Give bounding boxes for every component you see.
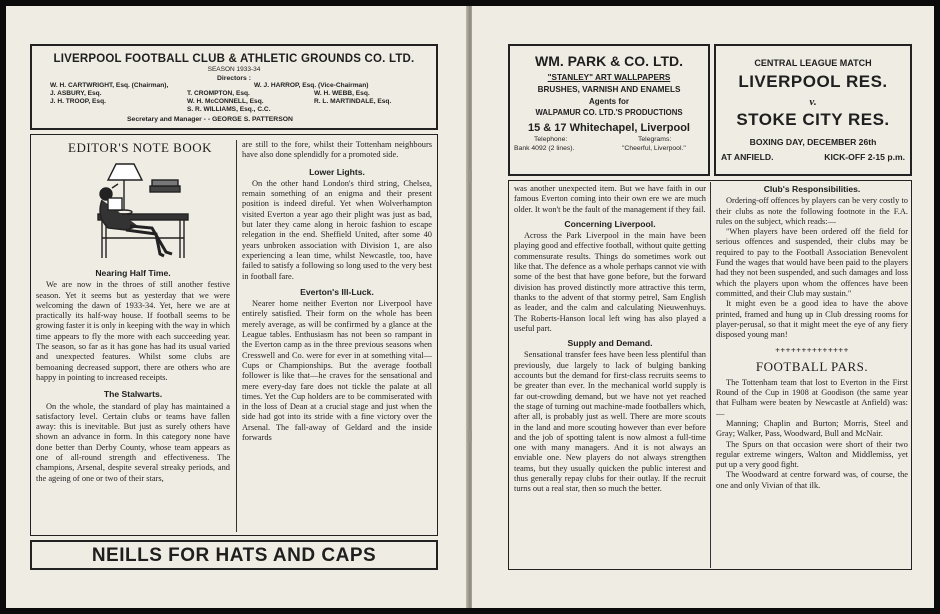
heading-evertons-ill-luck: Everton's Ill-Luck. xyxy=(300,286,374,297)
heading-supply-and-demand: Supply and Demand. xyxy=(567,338,653,349)
paragraph-tottenham-team: The Tottenham team that lost to Everton in the First Round of the Cup in 1908 at Goodison (the same year that Fulham were beaten by Newcastle at Anfield) was:— xyxy=(716,377,908,418)
director-7: W. H. McCONNELL, Esq. xyxy=(187,98,264,105)
paragraph-the-stalwarts: On the whole, the standard of play has maintained a satisfactory level. Certain clubs or teams have fallen away: this is inevitable. But just as surely others have shown an advance in form. In this category none have done better than Derby County, whose team appears as one of all-round strength and effectiveness. The champions, Arsenal, despite several streaky periods, and the ageing of one or two of their stars, xyxy=(36,401,230,483)
man-reading-in-chair-illustration xyxy=(86,158,196,266)
right-column-2 xyxy=(716,184,908,566)
telegram-value: "Cheerful, Liverpool." xyxy=(622,145,686,152)
right-column-1 xyxy=(514,184,706,566)
match-vs: v. xyxy=(809,96,817,108)
neills-ad-box xyxy=(30,540,438,570)
match-venue: AT ANFIELD. xyxy=(721,152,774,162)
director-5: W. H. WEBB, Esq. xyxy=(314,90,370,97)
director-2: W. J. HARROP, Esq. (Vice-Chairman) xyxy=(254,82,369,89)
heading-lower-lights: Lower Lights. xyxy=(309,166,365,177)
paragraph-spurs-wingers: The Spurs on that occasion were short of their two regular extreme wingers, Walton and Middlemiss, yet put up a very good fight. xyxy=(716,439,908,470)
wm-park-ad-box xyxy=(508,44,710,176)
editors-column-1 xyxy=(36,268,230,534)
park-contacts xyxy=(510,134,708,156)
paragraph-continued: are still to the fore, whilst their Tottenham neighbours have also done splendidly for a promoted side. xyxy=(242,140,432,160)
match-venue-row xyxy=(716,152,910,162)
match-date: BOXING DAY, DECEMBER 26th xyxy=(749,137,877,147)
paragraph-framed-idea: It might even be a good idea to have the above printed, framed and hung up in Club dressing rooms for player-perusal, so that it might meet the eye of any fiery disposed young man! xyxy=(716,299,908,340)
match-league: CENTRAL LEAGUE MATCH xyxy=(754,58,872,68)
park-name: WM. PARK & CO. LTD. xyxy=(534,53,684,69)
right-column-divider xyxy=(710,182,711,568)
telephone-label: Telephone: xyxy=(534,136,568,143)
paragraph-nearing-half-time: We are now in the throes of still another festive season. Yet it seems but as yesterday that we were welcoming the dawn of 1933-34. Yet, here we are at practically its half-way house. If football seems to be growing faster it is only in keeping with the way in which time appears to fly the more with each succeeding year. The season, so far as it has gone has had its usual varied and unexpected features. Whilst some clubs are bemoaning decreased support, there are others who are happy in pointing to increased receipts. xyxy=(36,280,230,382)
director-1: W. H. CARTWRIGHT, Esq. (Chairman), xyxy=(50,82,169,89)
paragraph-ordering-off: Ordering-off offences by players can be very costly to their clubs as note the following footnote in the F.A. rules on the subject, which reads:— xyxy=(716,196,908,226)
telegram-label: Telegrams: xyxy=(638,136,672,143)
heading-concerning-liverpool: Concerning Liverpool. xyxy=(564,218,656,229)
heading-clubs-responsibilities: Club's Responsibilities. xyxy=(763,184,861,194)
director-3: J. ASBURY, Esq. xyxy=(50,90,102,97)
paragraph-evertons-ill-luck: Nearer home neither Everton nor Liverpool have entirely satisfied. Their form on the whole has been merely average, as will be confirmed by a glance at the League tables. Enthusiasm has not been so rampant in the Everton camp as in the three previous seasons when Cresswell and Co. were for ever in at something vital—Cups or Championships. But the average football follower is like that—he craves for the sensational and mere every-day fare does not tickle the palate at all times. Yet the Cup holders are to be commiserated with in the loss of Dean at a crucial stage and just when the side had got into its stride with a fine victory over the Arsenal. The fall-away of Geldard and the inside forwards xyxy=(242,299,432,443)
directors-label: Directors : xyxy=(217,75,251,82)
paragraph-lower-lights: On the other hand London's third string, Chelsea, remain something of an enigma and their present position is indeed direful. Yet when Wolverhampton visited Everton a year ago their plight was just as bad, but later they came along in heroic fashion to escape relegation in the end. Sheffield United, after some 40 years unbroken association with Division 1, are also experiencing a lean time, whilst Newcastle, too, have failed to satisfy a following so long used to the very best in football fare. xyxy=(242,178,432,281)
park-walpamur: WALPAMUR CO. LTD.'S PRODUCTIONS xyxy=(535,108,683,117)
match-box xyxy=(714,44,912,176)
heading-nearing-half-time: Nearing Half Time. xyxy=(95,268,171,278)
paragraph-fa-rule-quote: "When players have been ordered off the field for serious offences and suspended, their clubs may be required to pay to the Football Association Benevolent Fund the wages that would have been paid to the players had they not been suspended, and such damages and loss which the players upon whom the offences have been committed, and their Club may sustain." xyxy=(716,227,908,298)
section-divider: ++++++++++++++ xyxy=(775,346,849,356)
park-line-wallpapers: "STANLEY" ART WALLPAPERS xyxy=(547,73,671,82)
neills-ad-text: NEILLS FOR HATS AND CAPS xyxy=(91,545,377,566)
park-line-brushes: BRUSHES, VARNISH AND ENAMELS xyxy=(537,85,681,94)
director-6: J. H. TROOP, Esq. xyxy=(50,98,106,105)
secretary-line: Secretary and Manager - - GEORGE S. PATTERSON xyxy=(127,116,293,123)
left-page xyxy=(6,6,468,608)
park-address: 15 & 17 Whitechapel, Liverpool xyxy=(528,122,690,134)
match-home-team: LIVERPOOL RES. xyxy=(738,72,888,91)
club-header-box xyxy=(30,44,438,130)
column-divider xyxy=(236,140,237,532)
football-pars-title: FOOTBALL PARS. xyxy=(755,358,869,374)
directors-list xyxy=(32,82,436,116)
match-kickoff: KICK-OFF 2-15 p.m. xyxy=(824,152,905,162)
season-label: SEASON 1933-34 xyxy=(207,66,261,73)
director-4: T. CROMPTON, Esq. xyxy=(187,90,250,97)
paragraph-lineup: Manning; Chaplin and Burton; Morris, Steel and Gray; Walker, Pass, Woodward, Bull and McNair. xyxy=(716,418,908,439)
right-page xyxy=(472,6,934,608)
editors-notebook-title: EDITOR'S NOTE BOOK xyxy=(68,140,212,155)
park-agents: Agents for xyxy=(589,97,629,106)
editors-column-2 xyxy=(242,140,432,534)
paragraph-everton-continued: was another unexpected item. But we have faith in our famous Everton coming into their own ere we are much older. It won't be the fault of the management if they fail. xyxy=(514,184,706,214)
heading-the-stalwarts: The Stalwarts. xyxy=(103,389,163,400)
telephone-value: Bank 4092 (2 lines). xyxy=(514,145,575,152)
paragraph-supply-and-demand: Sensational transfer fees have been less plentiful than previously, due largely to lack of bulging banking accounts but the demand for first-class recruits seems to be greater than ever. In the mechanical world supply is far out-crowding demand, but we have not yet reached the stage of turning out machine-made footballers which, after all, is probably just as well. There are more scouts in the land and more scouting however than ever before and the job of spotting talent is now almost a full-time one with many managers. And it is not always an enviable one. New players do not always strengthen teams, but they usually quicken the public interest and thus generally repay clubs for their outlay. If the recruit turns out a real star, then so much the better. xyxy=(514,350,706,494)
paragraph-concerning-liverpool: Across the Park Liverpool in the main have been playing good and effective football, without quite getting commensurate results. Things do sometimes work out like that. The defence as a whole perhaps cannot vie with some of the best that have gone before, but the forward division has proved distinctly more attractive this term, thanks to the advent of that stormy petrel, Sam English as leader, and the calm and calculating Nieuwenhuys. The Roberts-Hanson local left wing has also played a useful part. xyxy=(514,231,706,333)
club-title: LIVERPOOL FOOTBALL CLUB & ATHLETIC GROUNDS CO. LTD. xyxy=(53,53,415,65)
director-8: R. L. MARTINDALE, Esq. xyxy=(314,98,392,105)
match-away-team: STOKE CITY RES. xyxy=(736,110,890,129)
paragraph-woodward: The Woodward at centre forward was, of course, the one and only Vivian of that ilk. xyxy=(716,470,908,490)
director-9: S. R. WILLIAMS, Esq., C.C. xyxy=(187,106,271,113)
